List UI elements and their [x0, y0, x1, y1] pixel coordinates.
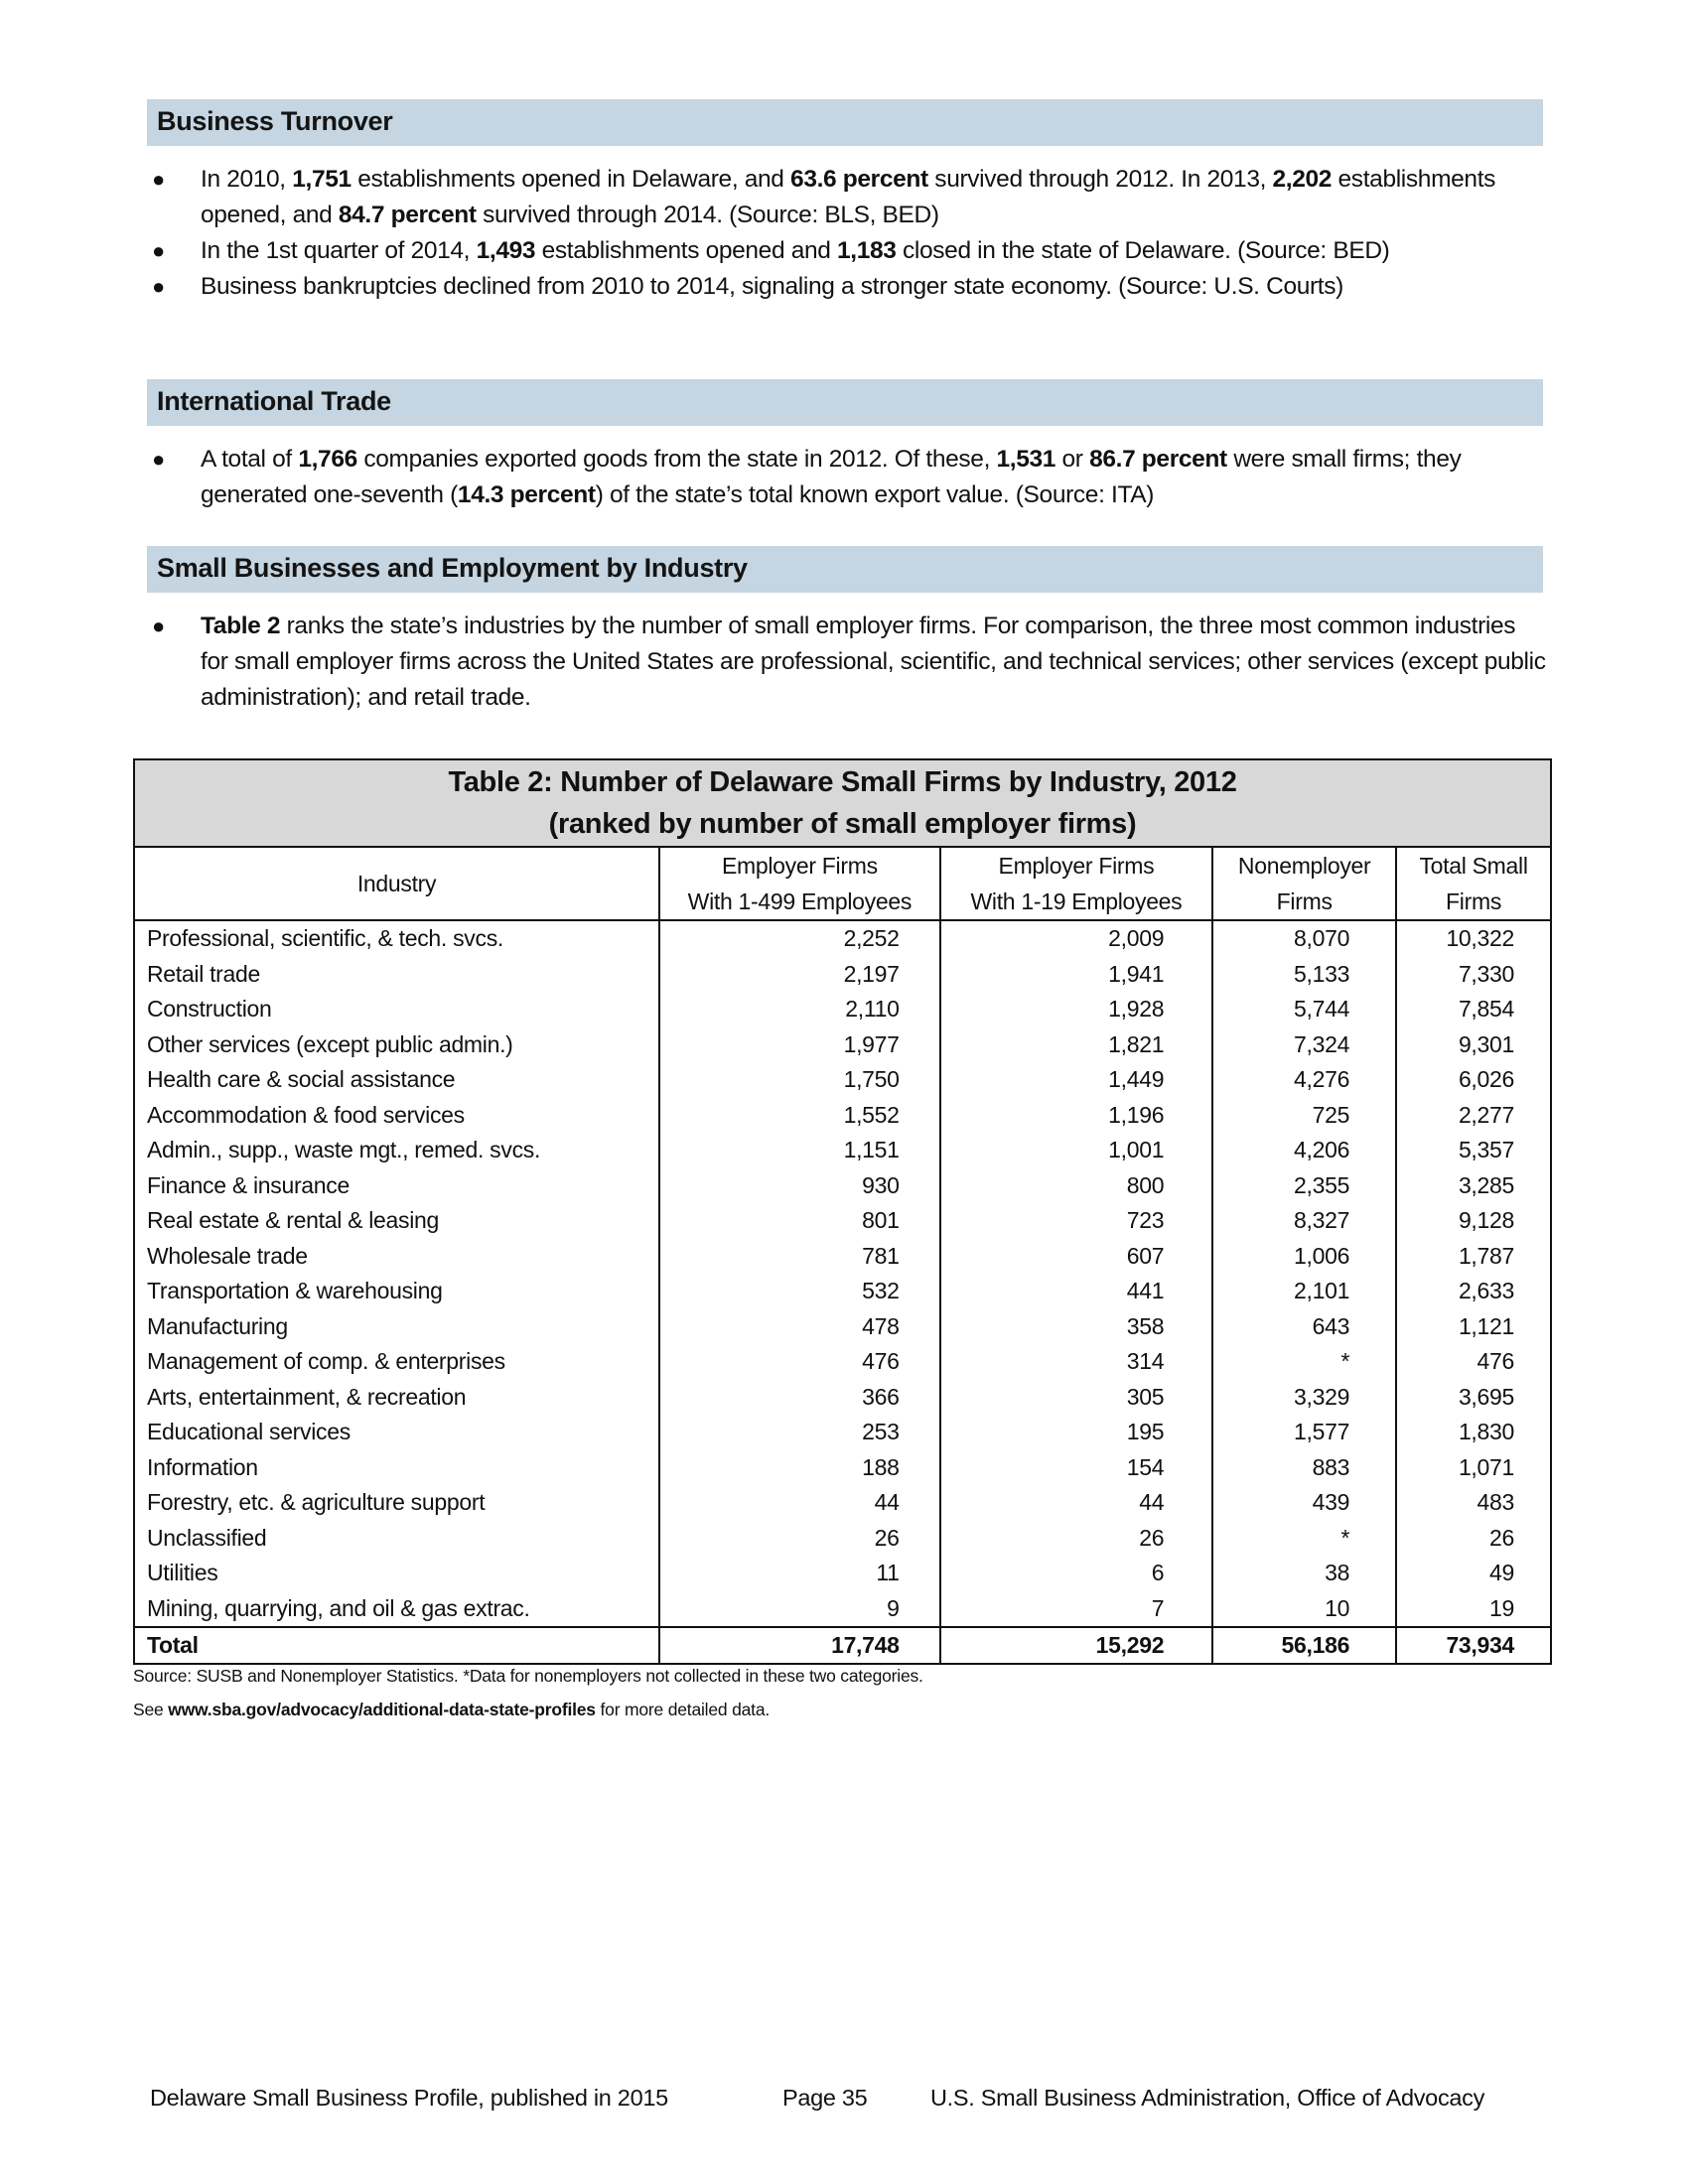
col-header-line: Employer Firms [721, 853, 878, 879]
cell-nonemployer: 4,276 [1212, 1062, 1396, 1098]
col-header-line: With 1-19 Employees [970, 888, 1183, 914]
cell-employer-1-499: 1,750 [659, 1062, 940, 1098]
cell-total-small-firms: 3,285 [1396, 1168, 1551, 1204]
cell-nonemployer: * [1212, 1344, 1396, 1380]
section-title: Small Businesses and Employment by Industry [157, 553, 748, 583]
bullet-icon: ● [152, 614, 165, 638]
cell-industry: Utilities [134, 1556, 659, 1591]
cell-total-small-firms: 2,277 [1396, 1098, 1551, 1134]
cell-employer-1-19: 314 [940, 1344, 1213, 1380]
table-row [134, 1344, 1551, 1380]
bullet-text: establishments opened, and [201, 166, 1496, 228]
bullet-text-bold: Table 2 [201, 613, 281, 639]
bullet-list-business-turnover [147, 162, 1547, 305]
cell-nonemployer: 4,206 [1212, 1133, 1396, 1168]
cell-nonemployer: 38 [1212, 1556, 1396, 1591]
bullet-list-small-businesses [147, 609, 1547, 716]
bullet-text-bold: 1,183 [836, 237, 897, 264]
bullet-text: In the 1st quarter of 2014, [201, 237, 477, 264]
bullet-text-bold: 63.6 percent [790, 166, 928, 193]
table-row [134, 1274, 1551, 1309]
cell-employer-1-19: 195 [940, 1415, 1213, 1450]
bullet-icon: ● [152, 274, 165, 299]
table-header-row [134, 847, 1551, 920]
cell-total-small-firms: 49 [1396, 1556, 1551, 1591]
cell-total-small-firms: 1,787 [1396, 1239, 1551, 1275]
cell-employer-1-499: 476 [659, 1344, 940, 1380]
cell-total-small-firms: 1,121 [1396, 1309, 1551, 1345]
table-row [134, 1203, 1551, 1239]
cell-total-small-firms: 10,322 [1396, 920, 1551, 957]
cell-employer-1-19: 44 [940, 1485, 1213, 1521]
total-employer-1-19: 15,292 [940, 1627, 1213, 1664]
col-header-total-small [1396, 847, 1551, 920]
cell-total-small-firms: 9,128 [1396, 1203, 1551, 1239]
cell-employer-1-19: 154 [940, 1450, 1213, 1486]
section-title: International Trade [157, 386, 391, 416]
cell-employer-1-499: 930 [659, 1168, 940, 1204]
cell-employer-1-19: 800 [940, 1168, 1213, 1204]
cell-employer-1-19: 1,449 [940, 1062, 1213, 1098]
table-title [134, 759, 1551, 847]
section-header-business-turnover [147, 99, 1543, 146]
table-row [134, 1239, 1551, 1275]
bullet-text: closed in the state of Delaware. (Source: BED) [896, 237, 1390, 264]
col-header-nonemployer [1212, 847, 1396, 920]
cell-total-small-firms: 6,026 [1396, 1062, 1551, 1098]
total-employer-1-499: 17,748 [659, 1627, 940, 1664]
table-small-firms-by-industry [133, 758, 1552, 1665]
cell-total-small-firms: 19 [1396, 1591, 1551, 1628]
cell-industry: Manufacturing [134, 1309, 659, 1345]
cell-total-small-firms: 483 [1396, 1485, 1551, 1521]
bullet-text: or [1055, 446, 1090, 473]
bullet-text: ) of the state’s total known export value. (Source: ITA) [595, 481, 1155, 508]
table-row [134, 1415, 1551, 1450]
cell-industry: Educational services [134, 1415, 659, 1450]
cell-industry: Real estate & rental & leasing [134, 1203, 659, 1239]
bullet-item [147, 162, 1547, 233]
bullet-list-international-trade [147, 442, 1547, 513]
cell-industry: Accommodation & food services [134, 1098, 659, 1134]
table-row [134, 1591, 1551, 1628]
cell-total-small-firms: 2,633 [1396, 1274, 1551, 1309]
table-row [134, 1521, 1551, 1557]
cell-employer-1-499: 2,252 [659, 920, 940, 957]
table-row [134, 992, 1551, 1027]
section-header-small-businesses [147, 546, 1543, 593]
table-source-note: Source: SUSB and Nonemployer Statistics. *Data for nonemployers not collected in these two categories. [133, 1666, 923, 1686]
cell-total-small-firms: 1,071 [1396, 1450, 1551, 1486]
cell-nonemployer: * [1212, 1521, 1396, 1557]
bullet-icon: ● [152, 447, 165, 472]
cell-nonemployer: 3,329 [1212, 1380, 1396, 1416]
bullet-text: ranks the state’s industries by the number of small employer firms. For comparison, the three most common industries for small employer firms across the United States are professional, scientific, and technical services; other services (except public administration); and retail trade. [201, 613, 1546, 711]
cell-industry: Admin., supp., waste mgt., remed. svcs. [134, 1133, 659, 1168]
cell-employer-1-19: 1,001 [940, 1133, 1213, 1168]
bullet-text: A total of [201, 446, 299, 473]
bullet-text-bold: 84.7 percent [338, 202, 477, 228]
cell-employer-1-499: 188 [659, 1450, 940, 1486]
cell-employer-1-499: 11 [659, 1556, 940, 1591]
table-title-line2: (ranked by number of small employer firms) [548, 808, 1137, 840]
bullet-text-bold: 2,202 [1272, 166, 1333, 193]
cell-total-small-firms: 1,830 [1396, 1415, 1551, 1450]
bullet-text: survived through 2012. In 2013, [927, 166, 1273, 193]
bullet-item [147, 269, 1547, 305]
cell-industry: Retail trade [134, 957, 659, 993]
cell-nonemployer: 725 [1212, 1098, 1396, 1134]
cell-industry: Arts, entertainment, & recreation [134, 1380, 659, 1416]
col-header-industry: Industry [134, 847, 659, 920]
cell-total-small-firms: 26 [1396, 1521, 1551, 1557]
col-header-line: Total Small [1419, 853, 1528, 879]
cell-employer-1-499: 366 [659, 1380, 940, 1416]
cell-industry: Transportation & warehousing [134, 1274, 659, 1309]
table-row [134, 1062, 1551, 1098]
col-header-employer-1-499 [659, 847, 940, 920]
section-header-international-trade [147, 379, 1543, 426]
cell-employer-1-499: 532 [659, 1274, 940, 1309]
cell-employer-1-19: 6 [940, 1556, 1213, 1591]
bullet-item [147, 609, 1547, 716]
footer-publication: Delaware Small Business Profile, published in 2015 [150, 2085, 668, 2111]
table-row [134, 1027, 1551, 1063]
table-row [134, 1168, 1551, 1204]
cell-employer-1-19: 2,009 [940, 920, 1213, 957]
table-row [134, 920, 1551, 957]
cell-employer-1-499: 2,110 [659, 992, 940, 1027]
see-link[interactable]: www.sba.gov/advocacy/additional-data-state-profiles [168, 1700, 596, 1719]
cell-employer-1-499: 1,552 [659, 1098, 940, 1134]
table-see-note [133, 1700, 770, 1720]
total-small-firms: 73,934 [1396, 1627, 1551, 1664]
cell-industry: Construction [134, 992, 659, 1027]
cell-industry: Finance & insurance [134, 1168, 659, 1204]
cell-industry: Unclassified [134, 1521, 659, 1557]
cell-industry: Other services (except public admin.) [134, 1027, 659, 1063]
col-header-line: Firms [1276, 888, 1333, 914]
see-prefix: See [133, 1700, 169, 1719]
bullet-text: were small firms; they generated one-seventh ( [201, 446, 1462, 508]
cell-nonemployer: 10 [1212, 1591, 1396, 1628]
bullet-text-bold: 1,531 [996, 446, 1056, 473]
bullet-text: establishments opened in Delaware, and [351, 166, 791, 193]
cell-total-small-firms: 7,854 [1396, 992, 1551, 1027]
cell-industry: Forestry, etc. & agriculture support [134, 1485, 659, 1521]
table-row [134, 1309, 1551, 1345]
cell-nonemployer: 7,324 [1212, 1027, 1396, 1063]
table-total-row [134, 1627, 1551, 1664]
bullet-text: In 2010, [201, 166, 293, 193]
see-suffix: for more detailed data. [595, 1700, 771, 1719]
total-label: Total [134, 1627, 659, 1664]
cell-industry: Management of comp. & enterprises [134, 1344, 659, 1380]
cell-nonemployer: 1,006 [1212, 1239, 1396, 1275]
bullet-item [147, 233, 1547, 269]
footer-page-number: Page 35 [782, 2085, 868, 2111]
bullet-text: establishments opened and [535, 237, 837, 264]
cell-total-small-firms: 5,357 [1396, 1133, 1551, 1168]
cell-employer-1-499: 253 [659, 1415, 940, 1450]
table-title-line1: Table 2: Number of Delaware Small Firms by Industry, 2012 [448, 766, 1237, 798]
cell-nonemployer: 8,327 [1212, 1203, 1396, 1239]
bullet-text: survived through 2014. (Source: BLS, BED) [476, 202, 939, 228]
cell-industry: Wholesale trade [134, 1239, 659, 1275]
bullet-text-bold: 1,493 [476, 237, 536, 264]
section-title: Business Turnover [157, 106, 393, 136]
cell-employer-1-19: 1,196 [940, 1098, 1213, 1134]
cell-nonemployer: 883 [1212, 1450, 1396, 1486]
table-title-row [134, 759, 1551, 847]
table-row [134, 1556, 1551, 1591]
cell-nonemployer: 5,744 [1212, 992, 1396, 1027]
cell-employer-1-19: 1,928 [940, 992, 1213, 1027]
cell-employer-1-499: 1,977 [659, 1027, 940, 1063]
cell-nonemployer: 2,101 [1212, 1274, 1396, 1309]
col-header-line: Firms [1446, 888, 1502, 914]
table-row [134, 1133, 1551, 1168]
col-header-line: Nonemployer [1237, 853, 1371, 879]
cell-employer-1-19: 723 [940, 1203, 1213, 1239]
table-row [134, 1450, 1551, 1486]
bullet-icon: ● [152, 167, 165, 192]
cell-employer-1-499: 478 [659, 1309, 940, 1345]
total-nonemployer: 56,186 [1212, 1627, 1396, 1664]
cell-industry: Mining, quarrying, and oil & gas extrac. [134, 1591, 659, 1628]
cell-total-small-firms: 3,695 [1396, 1380, 1551, 1416]
cell-industry: Health care & social assistance [134, 1062, 659, 1098]
cell-employer-1-19: 607 [940, 1239, 1213, 1275]
cell-industry: Professional, scientific, & tech. svcs. [134, 920, 659, 957]
cell-employer-1-499: 801 [659, 1203, 940, 1239]
cell-employer-1-499: 26 [659, 1521, 940, 1557]
cell-employer-1-499: 1,151 [659, 1133, 940, 1168]
bullet-text-bold: 1,751 [292, 166, 352, 193]
bullet-text-bold: 1,766 [298, 446, 357, 473]
cell-nonemployer: 1,577 [1212, 1415, 1396, 1450]
cell-nonemployer: 5,133 [1212, 957, 1396, 993]
cell-nonemployer: 643 [1212, 1309, 1396, 1345]
cell-total-small-firms: 9,301 [1396, 1027, 1551, 1063]
cell-nonemployer: 439 [1212, 1485, 1396, 1521]
table-row [134, 957, 1551, 993]
cell-employer-1-499: 2,197 [659, 957, 940, 993]
cell-employer-1-19: 1,941 [940, 957, 1213, 993]
bullet-text-bold: 86.7 percent [1089, 446, 1227, 473]
table-row [134, 1380, 1551, 1416]
bullet-text-bold: 14.3 percent [457, 481, 596, 508]
cell-employer-1-19: 1,821 [940, 1027, 1213, 1063]
cell-total-small-firms: 7,330 [1396, 957, 1551, 993]
cell-nonemployer: 8,070 [1212, 920, 1396, 957]
table-row [134, 1485, 1551, 1521]
cell-employer-1-499: 781 [659, 1239, 940, 1275]
bullet-text: companies exported goods from the state in 2012. Of these, [356, 446, 997, 473]
cell-employer-1-19: 7 [940, 1591, 1213, 1628]
cell-employer-1-19: 26 [940, 1521, 1213, 1557]
bullet-item [147, 442, 1547, 513]
col-header-employer-1-19 [940, 847, 1213, 920]
footer-publisher: U.S. Small Business Administration, Office of Advocacy [930, 2085, 1485, 2111]
cell-employer-1-499: 9 [659, 1591, 940, 1628]
cell-total-small-firms: 476 [1396, 1344, 1551, 1380]
col-header-line: With 1-499 Employees [687, 888, 913, 914]
cell-nonemployer: 2,355 [1212, 1168, 1396, 1204]
table-row [134, 1098, 1551, 1134]
cell-employer-1-19: 441 [940, 1274, 1213, 1309]
cell-employer-1-499: 44 [659, 1485, 940, 1521]
cell-employer-1-19: 305 [940, 1380, 1213, 1416]
cell-industry: Information [134, 1450, 659, 1486]
bullet-icon: ● [152, 238, 165, 263]
table-body [134, 920, 1551, 1627]
bullet-text: Business bankruptcies declined from 2010 to 2014, signaling a stronger state economy. (Source: U.S. Courts) [201, 273, 1343, 300]
col-header-line: Employer Firms [998, 853, 1155, 879]
cell-employer-1-19: 358 [940, 1309, 1213, 1345]
